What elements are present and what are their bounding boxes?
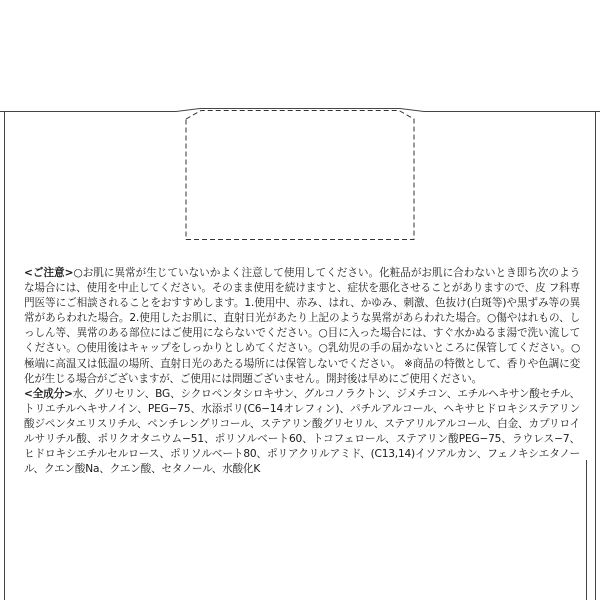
label-text-block xyxy=(24,266,580,477)
caution-heading: <ご注意> xyxy=(24,267,74,279)
perforation-window xyxy=(186,111,414,240)
ingredients-paragraph xyxy=(24,387,580,478)
caution-paragraph xyxy=(24,266,580,387)
ingredients-heading: <全成分> xyxy=(24,387,73,400)
caution-body: ○お肌に異常が生じていないかよく注意して使用してください。化粧品がお肌に合わないとき即ち次のような場合には、使用を中止してください。そのまま使用を続けますと、症状を悪化させることがありますので、皮 フ科専門医等にご相談されることをおすすめします。1.使用中、赤み、はれ、かゆみ、刺激、色抜け(白斑等)や黒ずみ等の異常があらわれた場合。2.使用したお肌に、直射日光があたり上記のような異常があらわれた場合。○傷やはれもの、しっしん等、異常のある部位にはご使用にならないでください。○目に入った場合には、すぐ水かぬるま湯で洗い流してください。○使用後はキャップをしっかりとしめてください。○乳幼児の手の届かないところに保管してください。○極端に高温又は低温の場所、直射日光のあたる場所には保管しないでください。 ※商品の特徴として、香りや色調に変化が生じる場合がございますが、ご使用には問題ございません。開封後は早めにご使用ください。 xyxy=(24,267,580,385)
ingredients-body: 水、グリセリン、BG、シクロペンタシロキサン、グルコノラクトン、ジメチコン、エチルヘキサン酸セチル、トリエチルヘキサノイン、PEG−75、水添ポリ(C6−14オレフィン)、パチルアルコール、ヘキサヒドロキシステアリン酸ジペンタエリスリチル、ペンチレングリコール、ステアリン酸グリセリル、ステアリルアルコール、白金、カプリロイルサリチル酸、ポリクオタニウム−51、ポリソルベート60、トコフェロール、ステアリン酸PEG−75、ラウレス−7、ヒドロキシエチルセルロース、ポリソルベート80、ポリアクリルアミド、(C13,14)イソアルカン、フェノキシエタノール、クエン酸Na、クエン酸、セタノール、水酸化K xyxy=(24,387,580,476)
